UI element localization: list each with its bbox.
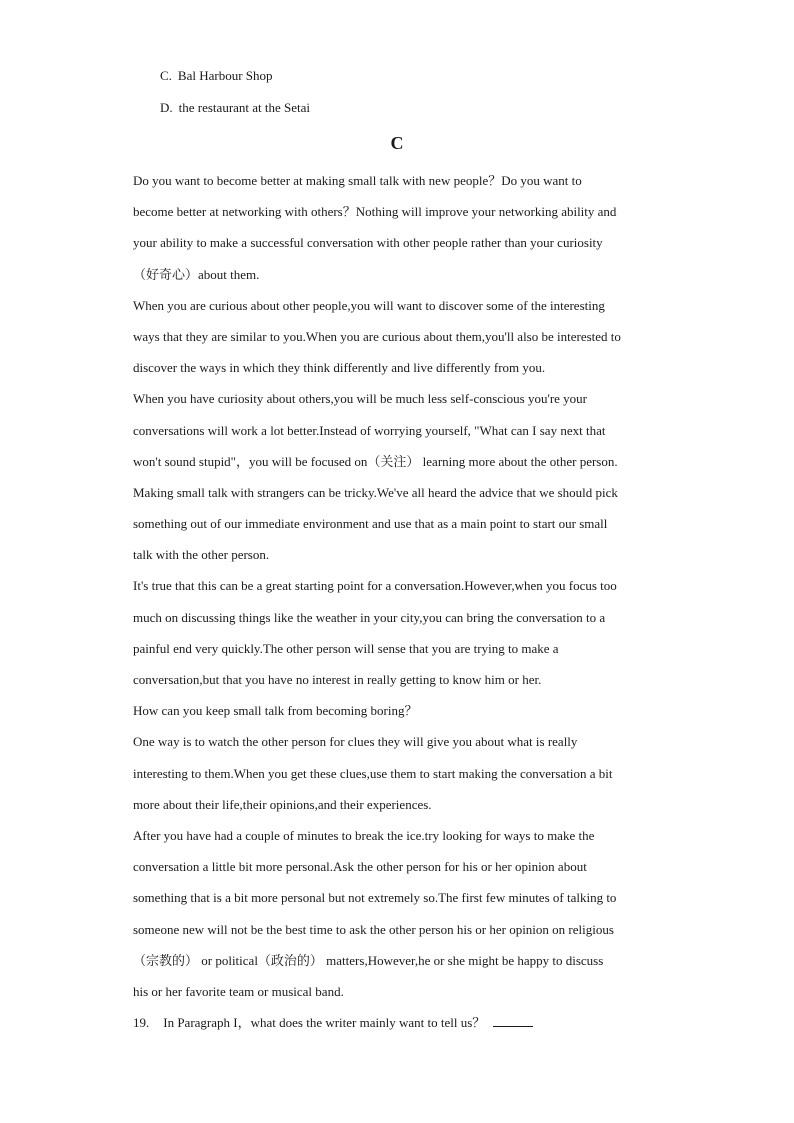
passage-line: much on discussing things like the weather in your city,you can bring the conversation to a [133, 609, 606, 625]
answer-option-c [160, 68, 273, 84]
option-text: the restaurant at the Setai [178, 100, 311, 115]
option-text: Bal Harbour Shop [177, 68, 273, 83]
passage-line: Making small talk with strangers can be tricky.We've all heard the advice that we should pick [133, 484, 618, 500]
passage-line: conversation,but that you have no interest in really getting to know him or her. [133, 672, 542, 687]
section-heading: C [390, 133, 404, 153]
passage-line: When you are curious about other people,you will want to discover some of the interesting [133, 297, 605, 313]
answer-option-d [160, 100, 310, 116]
passage-line: something that is a bit more personal but not extremely so.The first few minutes of talking to [133, 890, 617, 906]
passage-line: Do you want to become better at making small talk with new people？Do you want to [133, 173, 582, 188]
passage-line: discover the ways in which they think differently and live differently from you. [133, 360, 546, 376]
passage-line: become better at networking with others？Nothing will improve your networking ability and [133, 204, 617, 220]
passage-line: One way is to watch the other person for clues they will give you about what is really [133, 734, 578, 750]
question-text: In Paragraph I，what does the writer mainly want to tell us？ [163, 1015, 486, 1030]
passage-line: How can you keep small talk from becoming boring？ [133, 703, 418, 719]
passage-line: When you have curiosity about others,you will be much less self-conscious you're your [133, 391, 587, 407]
option-letter: D. [160, 100, 173, 115]
passage-line: talk with the other person. [133, 547, 270, 563]
passage-line: someone new will not be the best time to ask the other person his or her opinion on religious [133, 921, 614, 937]
passage-line: his or her favorite team or musical band. [133, 983, 344, 999]
passage-line: （好奇心）about them. [133, 266, 260, 282]
passage-line: won't sound stupid"，you will be focused on（关注） learning more about the other person. [133, 453, 618, 469]
passage-line: After you have had a couple of minutes to break the ice.try looking for ways to make the [133, 827, 595, 843]
answer-blank [493, 1014, 533, 1027]
question-19 [133, 1012, 673, 1034]
passage-line: painful end very quickly.The other person will sense that you are trying to make a [133, 640, 559, 656]
passage-line: It's true that this can be a great starting point for a conversation.However,when you focus too [133, 578, 617, 594]
passage-line: conversations will work a lot better.Instead of worrying yourself, "What can I say next that [133, 422, 606, 438]
passage-line: more about their life,their opinions,and their experiences. [133, 796, 432, 812]
reading-passage [133, 165, 668, 1007]
question-number: 19. [133, 1015, 150, 1030]
option-letter: C. [160, 68, 172, 83]
passage-line: conversation a little bit more personal.Ask the other person for his or her opinion about [133, 859, 587, 875]
passage-line: interesting to them.When you get these clues,use them to start making the conversation a bit [133, 765, 613, 781]
passage-line: （宗教的） or political（政治的） matters,However,he or she might be happy to discuss [133, 952, 604, 968]
passage-line: something out of our immediate environment and use that as a main point to start our small [133, 516, 608, 532]
passage-line: ways that they are similar to you.When you are curious about them,you'll also be interested to [133, 328, 621, 344]
passage-line: your ability to make a successful conversation with other people rather than your curiosity [133, 235, 603, 251]
